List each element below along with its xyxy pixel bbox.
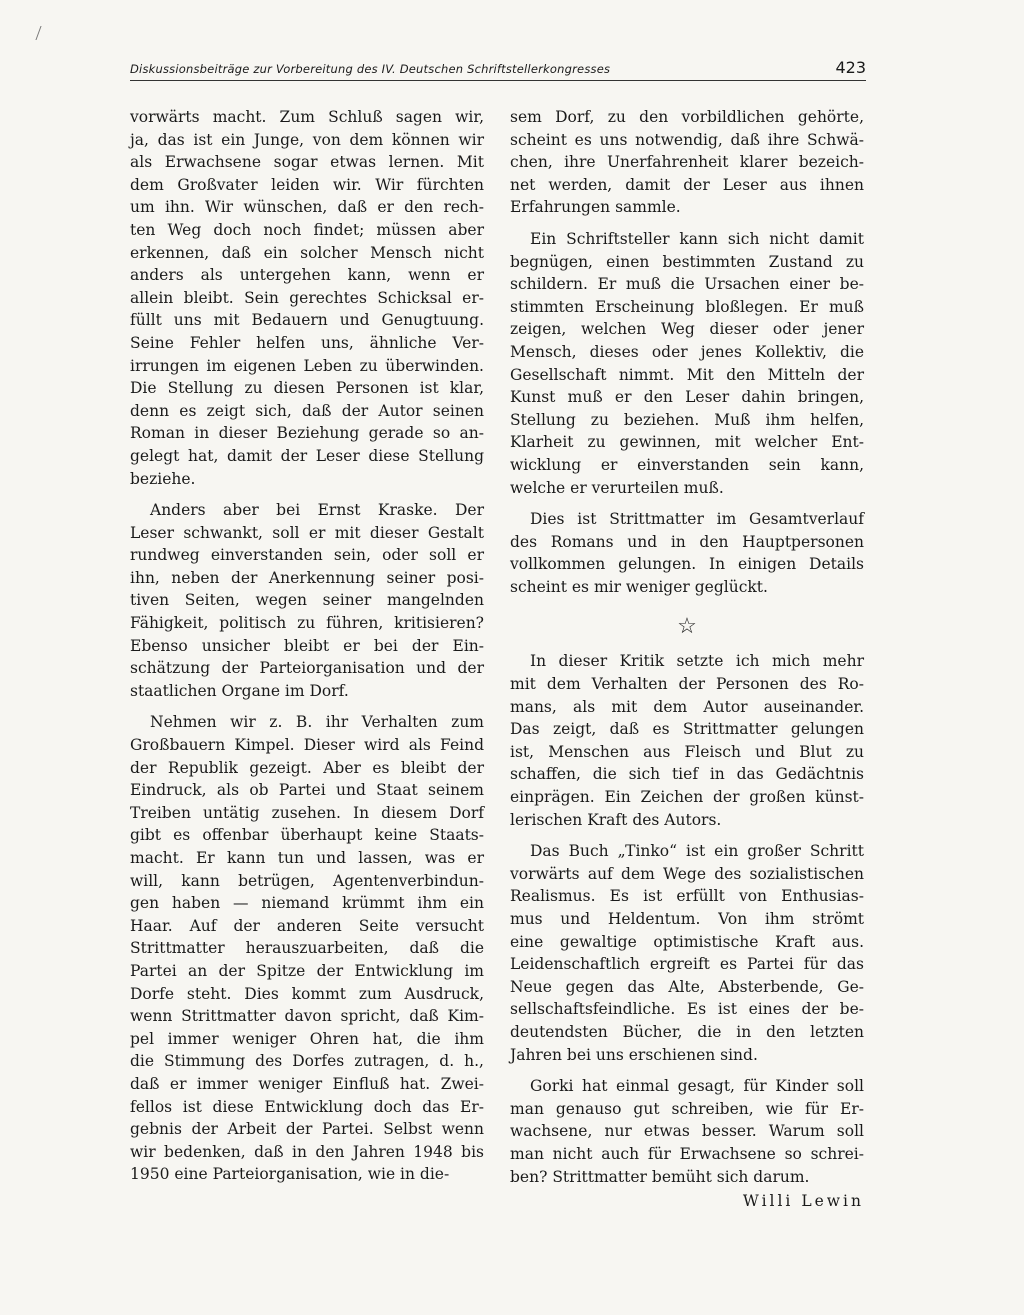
- paragraph: [510, 650, 864, 831]
- text-line: Stellung zu beziehen. Muß ihm helfen,: [510, 410, 864, 429]
- text-line: einprägen. Ein Zeichen der großen künst-: [510, 788, 864, 807]
- text-line: Haar. Auf der anderen Seite versucht: [130, 916, 484, 935]
- text-line: scheint es mir weniger geglückt.: [510, 577, 768, 596]
- text-line: um ihn. Wir wünschen, daß er den rech-: [130, 198, 484, 217]
- text-line: Dorfe steht. Dies kommt zum Ausdruck,: [130, 984, 484, 1003]
- text-line: ja, das ist ein Junge, von dem können wir: [130, 130, 484, 149]
- text-line: eine gewaltige optimistische Kraft aus.: [510, 932, 864, 951]
- text-line: Nehmen wir z. B. ihr Verhalten zum: [150, 713, 484, 732]
- text-line: sellschaftsfeindliche. Es ist eines der be-: [510, 1000, 864, 1019]
- text-line: Das Buch „Tinko“ ist ein großer Schritt: [530, 842, 864, 861]
- text-line: macht. Er kann tun und lassen, was er: [130, 849, 484, 867]
- paragraph: [510, 228, 864, 499]
- text-line: füllt uns mit Bedauern und Genugtuung.: [130, 311, 484, 330]
- text-line: Gesellschaft nimmt. Mit den Mitteln der: [510, 365, 864, 384]
- text-line: gibt es offenbar überhaupt keine Staats-: [130, 826, 484, 845]
- text-line: die Stimmung des Dorfes zutragen, d. h.,: [130, 1052, 484, 1071]
- text-line: ihn, neben der Anerkennung seiner posi-: [130, 568, 484, 587]
- text-line: vorwärts macht. Zum Schluß sagen wir,: [130, 108, 484, 126]
- text-line: chen, ihre Unerfahrenheit klarer bezeich-: [510, 153, 864, 172]
- running-header: [130, 56, 866, 81]
- text-line: Ebenso unsicher bleibt er bei der Ein-: [130, 636, 484, 655]
- text-line: Treiben untätig zusehen. In diesem Dorf: [130, 803, 484, 822]
- text-line: Mensch, dieses oder jenes Kollektiv, die: [510, 342, 864, 361]
- paragraph: [510, 106, 864, 219]
- paragraph: [510, 508, 864, 598]
- paragraph: [130, 711, 484, 1185]
- text-line: daß er immer weniger Einfluß hat. Zwei-: [130, 1074, 484, 1093]
- text-line: Die Stellung zu diesen Personen ist klar,: [130, 379, 484, 398]
- text-line: welche er verurteilen muß.: [510, 478, 724, 497]
- paragraph: [130, 499, 484, 702]
- paragraph: [510, 1075, 864, 1188]
- text-line: gen haben — niemand krümmt ihm ein: [130, 894, 484, 913]
- left-column: [130, 106, 484, 1186]
- margin-pencil-mark: [35, 26, 49, 40]
- text-line: Realismus. Es ist erfüllt von Enthusias-: [510, 887, 864, 906]
- author-signature: Willi Lewin: [742, 1192, 864, 1211]
- text-line: wir bedenken, daß in den Jahren 1948 bis: [130, 1142, 484, 1161]
- text-line: Ein Schriftsteller kann sich nicht damit: [530, 229, 864, 248]
- text-line: allein bleibt. Sein gerechtes Schicksal er-: [130, 288, 484, 307]
- text-line: des Romans und in den Hauptpersonen: [510, 532, 864, 551]
- paragraph: [510, 840, 864, 1066]
- text-line: der Republik gezeigt. Aber es bleibt der: [130, 758, 484, 777]
- text-line: tiven Seiten, wegen seiner mangelnden: [130, 591, 484, 610]
- text-line: Anders aber bei Ernst Kraske. Der: [150, 501, 484, 520]
- page-number: 423: [835, 58, 866, 77]
- text-line: Jahren bei uns erschienen sind.: [510, 1045, 758, 1064]
- text-line: mans, als mit dem Autor auseinander.: [510, 697, 864, 716]
- text-line: 1950 eine Parteiorganisation, wie in die-: [130, 1165, 450, 1184]
- text-line: lerischen Kraft des Autors.: [510, 810, 722, 829]
- text-line: wenn Strittmatter davon spricht, daß Kim-: [130, 1007, 484, 1026]
- text-line: Leser schwankt, soll er mit dieser Gestalt: [130, 523, 484, 542]
- right-column-bottom: [510, 650, 864, 1188]
- text-line: vollkommen gelungen. In einigen Details: [510, 555, 864, 574]
- text-line: fellos ist diese Entwicklung doch das Er-: [130, 1097, 484, 1116]
- paragraph: [130, 106, 484, 490]
- text-line: schildern. Er muß die Ursachen einer be-: [510, 275, 864, 294]
- text-line: Das zeigt, daß es Strittmatter gelungen: [510, 720, 864, 739]
- text-line: pel immer weniger Ohren hat, die ihm: [130, 1029, 484, 1048]
- text-line: mit dem Verhalten der Personen des Ro-: [510, 675, 864, 694]
- text-line: Kunst muß er den Leser dahin bringen,: [510, 388, 864, 407]
- text-line: deutendsten Bücher, die in den letzten: [510, 1022, 864, 1041]
- right-column: [510, 106, 864, 1213]
- star-separator-icon: ☆: [677, 614, 697, 640]
- text-line: scheint es uns notwendig, daß ihre Schwä-: [510, 130, 864, 149]
- text-line: Großbauern Kimpel. Dieser wird als Feind: [130, 736, 484, 755]
- text-line: ist, Menschen aus Fleisch und Blut zu: [510, 742, 864, 761]
- text-line: beziehe.: [130, 469, 196, 488]
- text-line: rundweg einverstanden sein, oder soll er: [130, 546, 484, 565]
- text-line: Dies ist Strittmatter im Gesamtverlauf: [530, 510, 864, 529]
- text-line: Klarheit zu gewinnen, mit welcher Ent-: [510, 433, 864, 452]
- text-line: Fähigkeit, politisch zu führen, kritisieren?: [130, 614, 484, 633]
- text-line: Erfahrungen sammle.: [510, 198, 681, 217]
- text-line: man nicht auch für Erwachsene so schrei-: [510, 1144, 864, 1163]
- text-line: sem Dorf, zu den vorbildlichen gehörte,: [510, 108, 864, 126]
- text-line: Roman in dieser Beziehung gerade so an-: [130, 424, 484, 443]
- text-line: als Erwachsene sogar etwas lernen. Mit: [130, 153, 484, 172]
- text-line: net werden, damit der Leser aus ihnen: [510, 175, 864, 194]
- text-line: irrungen im eigenen Leben zu überwinden.: [130, 356, 484, 375]
- header-title: Diskussionsbeiträge zur Vorbereitung des IV. Deutschen Schriftstellerkongresses: [130, 62, 611, 76]
- text-line: zeigen, welchen Weg dieser oder jener: [510, 320, 864, 339]
- text-line: schaffen, die sich tief in das Gedächtnis: [510, 765, 864, 784]
- right-column-top: [510, 106, 864, 598]
- text-line: schätzung der Parteiorganisation und der: [130, 659, 484, 678]
- text-line: dem Großvater leiden wir. Wir fürchten: [130, 175, 484, 194]
- text-line: Strittmatter herauszuarbeiten, daß die: [130, 939, 484, 958]
- text-line: wicklung er einverstanden sein kann,: [510, 455, 864, 474]
- text-line: mus und Heldentum. Von ihm strömt: [510, 910, 864, 928]
- text-line: staatlichen Organe im Dorf.: [130, 681, 349, 700]
- text-line: begnügen, einen bestimmten Zustand zu: [510, 252, 864, 271]
- text-line: denn es zeigt sich, daß der Autor seinen: [130, 401, 484, 420]
- text-line: vorwärts auf dem Wege des sozialistischen: [510, 864, 864, 883]
- text-line: In dieser Kritik setzte ich mich mehr: [530, 652, 864, 671]
- text-line: man genauso gut schreiben, wie für Er-: [510, 1099, 864, 1118]
- text-line: Seine Fehler helfen uns, ähnliche Ver-: [130, 333, 484, 352]
- text-line: wachsene, nur etwas besser. Warum soll: [510, 1122, 864, 1141]
- text-line: Partei an der Spitze der Entwicklung im: [130, 961, 484, 980]
- text-line: Gorki hat einmal gesagt, für Kinder soll: [530, 1077, 864, 1096]
- text-line: anders als untergehen kann, wenn er: [130, 266, 484, 285]
- text-line: stimmten Erscheinung bloßlegen. Er muß: [510, 297, 864, 316]
- text-line: ten Weg doch noch findet; müssen aber: [130, 220, 484, 239]
- text-line: ben? Strittmatter bemüht sich darum.: [510, 1167, 810, 1186]
- text-line: Leidenschaftlich ergreift es Partei für das: [510, 955, 864, 974]
- text-line: Neue gegen das Alte, Absterbende, Ge-: [510, 977, 864, 996]
- text-line: gelegt hat, damit der Leser diese Stellung: [130, 446, 484, 465]
- text-line: will, kann betrügen, Agentenverbindun-: [130, 871, 484, 890]
- text-line: erkennen, daß ein solcher Mensch nicht: [130, 243, 484, 262]
- text-line: gebnis der Arbeit der Partei. Selbst wenn: [130, 1120, 484, 1139]
- text-line: Eindruck, als ob Partei und Staat seinem: [130, 781, 484, 800]
